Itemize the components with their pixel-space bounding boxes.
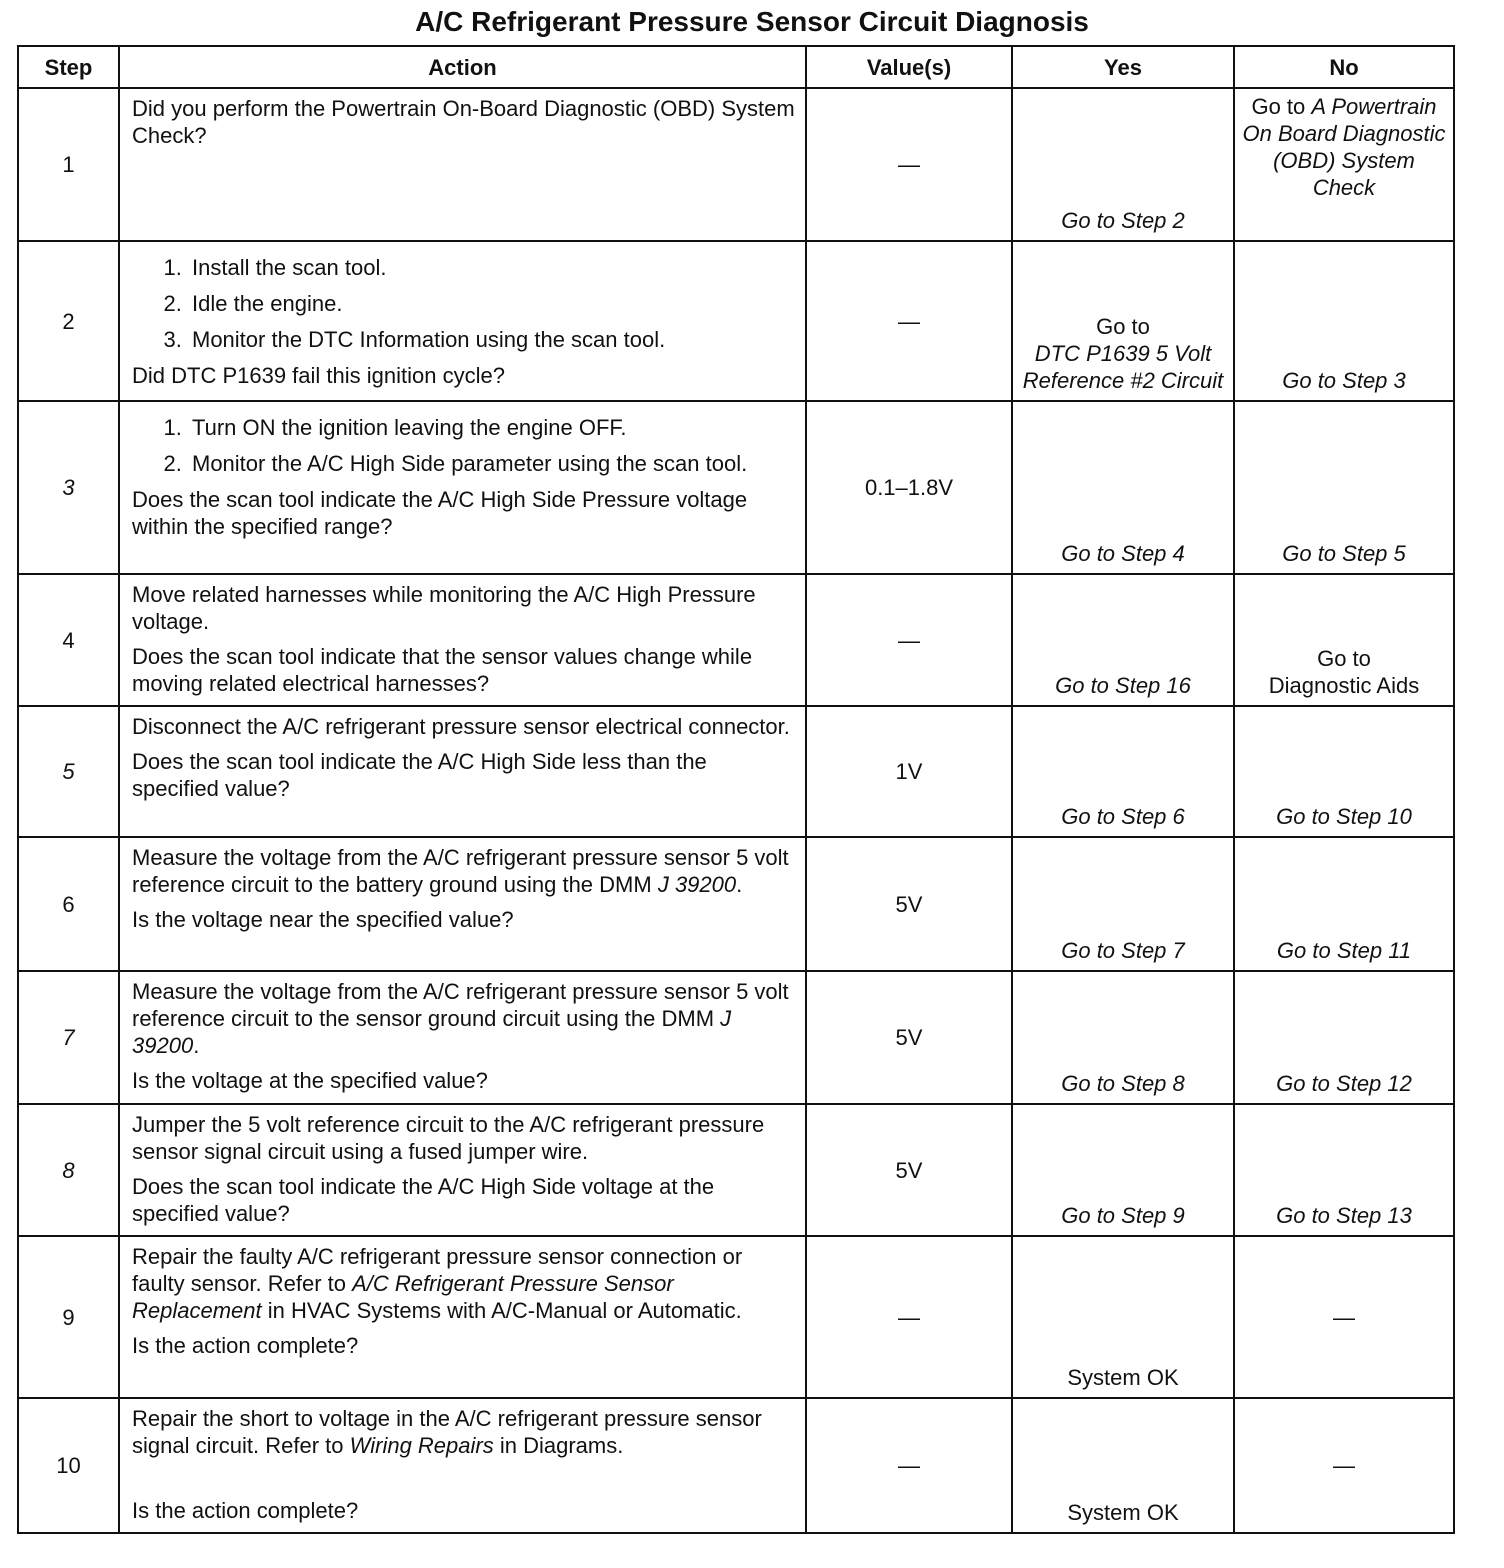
header-step: Step <box>18 46 119 88</box>
header-no: No <box>1234 46 1454 88</box>
action-text: Repair the faulty A/C refrigerant pressure sensor connection or faulty sensor. Refer to <box>132 1244 743 1296</box>
action-cell <box>119 241 806 401</box>
action-step-item: 1. Turn ON the ignition leaving the engine OFF. <box>188 414 795 441</box>
action-instruction: Measure the voltage from the A/C refrigerant pressure sensor 5 volt reference circuit to the sensor ground circuit using the DMM J 39200. <box>132 979 789 1058</box>
action-cell <box>119 971 806 1104</box>
action-question: Is the voltage near the specified value? <box>132 907 514 932</box>
page-title: A/C Refrigerant Pressure Sensor Circuit Diagnosis <box>415 6 1089 37</box>
no-cell[interactable]: Go to Step 11 <box>1234 837 1454 971</box>
spacer <box>132 1467 795 1497</box>
tool-reference: J 39200 <box>132 1006 732 1058</box>
no-prefix: Go to <box>1317 646 1371 671</box>
step-number: 4 <box>18 574 119 706</box>
action-instruction: Measure the voltage from the A/C refrigerant pressure sensor 5 volt reference circuit to the battery ground using the DMM J 39200. <box>132 845 789 897</box>
table-row <box>18 971 1454 1104</box>
value-cell: 5V <box>806 837 1012 971</box>
yes-cell[interactable]: Go to Step 8 <box>1012 971 1234 1104</box>
tool-reference: J 39200 <box>657 872 737 897</box>
value-cell: 5V <box>806 1104 1012 1236</box>
action-steps <box>132 414 795 477</box>
yes-cell[interactable]: Go to Step 6 <box>1012 706 1234 837</box>
doc-reference: A/C Refrigerant Pressure Sensor Replacement <box>132 1271 674 1323</box>
action-question: Does the scan tool indicate the A/C High Side voltage at the specified value? <box>132 1174 715 1226</box>
no-cell[interactable]: Go to Step 12 <box>1234 971 1454 1104</box>
yes-cell[interactable]: Go to Step 4 <box>1012 401 1234 574</box>
action-cell <box>119 1236 806 1398</box>
no-cell[interactable]: Go to Step 13 <box>1234 1104 1454 1236</box>
action-step-item: 3. Monitor the DTC Information using the scan tool. <box>188 326 795 353</box>
action-step-item: 2. Idle the engine. <box>188 290 795 317</box>
header-row <box>18 46 1454 88</box>
action-text: Repair the short to voltage in the A/C refrigerant pressure sensor signal circuit. Refer to <box>132 1406 762 1458</box>
table-row <box>18 1236 1454 1398</box>
yes-cell[interactable]: Go to Step 9 <box>1012 1104 1234 1236</box>
no-cell: — <box>1234 1236 1454 1398</box>
no-cell[interactable] <box>1234 88 1454 241</box>
table-row <box>18 88 1454 241</box>
no-cell[interactable]: Go to Step 3 <box>1234 241 1454 401</box>
action-step-item: 1. Install the scan tool. <box>188 254 795 281</box>
value-cell: — <box>806 1398 1012 1533</box>
action-steps <box>132 254 795 353</box>
header-values: Value(s) <box>806 46 1012 88</box>
action-step-item: 2. Monitor the A/C High Side parameter using the scan tool. <box>188 450 795 477</box>
action-question: Is the voltage at the specified value? <box>132 1068 488 1093</box>
action-question: Does the scan tool indicate the A/C High Side less than the specified value? <box>132 749 707 801</box>
action-instruction: Disconnect the A/C refrigerant pressure sensor electrical connector. <box>132 714 790 739</box>
action-cell <box>119 837 806 971</box>
action-cell <box>119 574 806 706</box>
value-cell: 5V <box>806 971 1012 1104</box>
value-cell: — <box>806 1236 1012 1398</box>
no-cell[interactable]: Go to Step 5 <box>1234 401 1454 574</box>
table-row <box>18 401 1454 574</box>
step-number: 5 <box>18 706 119 837</box>
action-instruction <box>132 1243 795 1324</box>
yes-cell[interactable] <box>1012 241 1234 401</box>
action-text-end: in Diagrams. <box>499 1433 624 1458</box>
action-question: Is the action complete? <box>132 1333 359 1358</box>
step-number: 10 <box>18 1398 119 1533</box>
action-instruction: Move related harnesses while monitoring the A/C High Pressure voltage. <box>132 582 756 634</box>
yes-reference: DTC P1639 5 Volt Reference #2 Circuit <box>1022 341 1224 393</box>
header-action: Action <box>119 46 806 88</box>
yes-cell[interactable]: System OK <box>1012 1398 1234 1533</box>
action-text-end: in HVAC Systems with A/C-Manual or Automatic. <box>267 1298 742 1323</box>
yes-cell[interactable]: System OK <box>1012 1236 1234 1398</box>
action-cell <box>119 1398 806 1533</box>
yes-cell[interactable]: Go to Step 7 <box>1012 837 1234 971</box>
value-cell: 1V <box>806 706 1012 837</box>
step-number: 6 <box>18 837 119 971</box>
action-question: Did you perform the Powertrain On-Board Diagnostic (OBD) System Check? <box>132 96 795 148</box>
action-question: Does the scan tool indicate that the sensor values change while moving related electrical harnesses? <box>132 644 753 696</box>
action-instruction: Jumper the 5 volt reference circuit to the A/C refrigerant pressure sensor signal circuit using a fused jumper wire. <box>132 1112 765 1164</box>
step-number: 3 <box>18 401 119 574</box>
value-cell: — <box>806 241 1012 401</box>
action-cell <box>119 401 806 574</box>
action-instruction <box>132 1405 795 1459</box>
value-cell: 0.1–1.8V <box>806 401 1012 574</box>
step-number: 2 <box>18 241 119 401</box>
doc-reference: Wiring Repairs <box>349 1433 494 1458</box>
table-row <box>18 706 1454 837</box>
no-cell[interactable]: Go to Step 10 <box>1234 706 1454 837</box>
step-number: 1 <box>18 88 119 241</box>
action-text: Measure the voltage from the A/C refrigerant pressure sensor 5 volt reference circuit to the battery ground using the DMM <box>132 845 789 897</box>
table-row <box>18 574 1454 706</box>
action-cell <box>119 1104 806 1236</box>
action-question: Did DTC P1639 fail this ignition cycle? <box>132 363 505 388</box>
header-yes: Yes <box>1012 46 1234 88</box>
step-number: 9 <box>18 1236 119 1398</box>
action-cell <box>119 706 806 837</box>
action-question: Does the scan tool indicate the A/C High Side Pressure voltage within the specified range? <box>132 487 748 539</box>
table-row <box>18 241 1454 401</box>
table-row <box>18 837 1454 971</box>
table-row <box>18 1398 1454 1533</box>
value-cell: — <box>806 574 1012 706</box>
table-row <box>18 1104 1454 1236</box>
action-question: Is the action complete? <box>132 1498 359 1523</box>
no-cell[interactable] <box>1234 574 1454 706</box>
no-reference: Diagnostic Aids <box>1268 673 1420 698</box>
yes-prefix: Go to <box>1096 314 1150 339</box>
no-cell: — <box>1234 1398 1454 1533</box>
value-cell: — <box>806 88 1012 241</box>
yes-cell[interactable]: Go to Step 2 <box>1012 88 1234 241</box>
diagnosis-table <box>17 45 1455 1534</box>
no-prefix: Go to <box>1251 94 1306 119</box>
action-cell <box>119 88 806 241</box>
no-reference: A Powertrain On Board Diagnostic (OBD) System Check <box>1242 94 1446 200</box>
yes-cell[interactable]: Go to Step 16 <box>1012 574 1234 706</box>
step-number: 8 <box>18 1104 119 1236</box>
action-text: Measure the voltage from the A/C refrigerant pressure sensor 5 volt reference circuit to the sensor ground circuit using the DMM <box>132 979 789 1031</box>
step-number: 7 <box>18 971 119 1104</box>
